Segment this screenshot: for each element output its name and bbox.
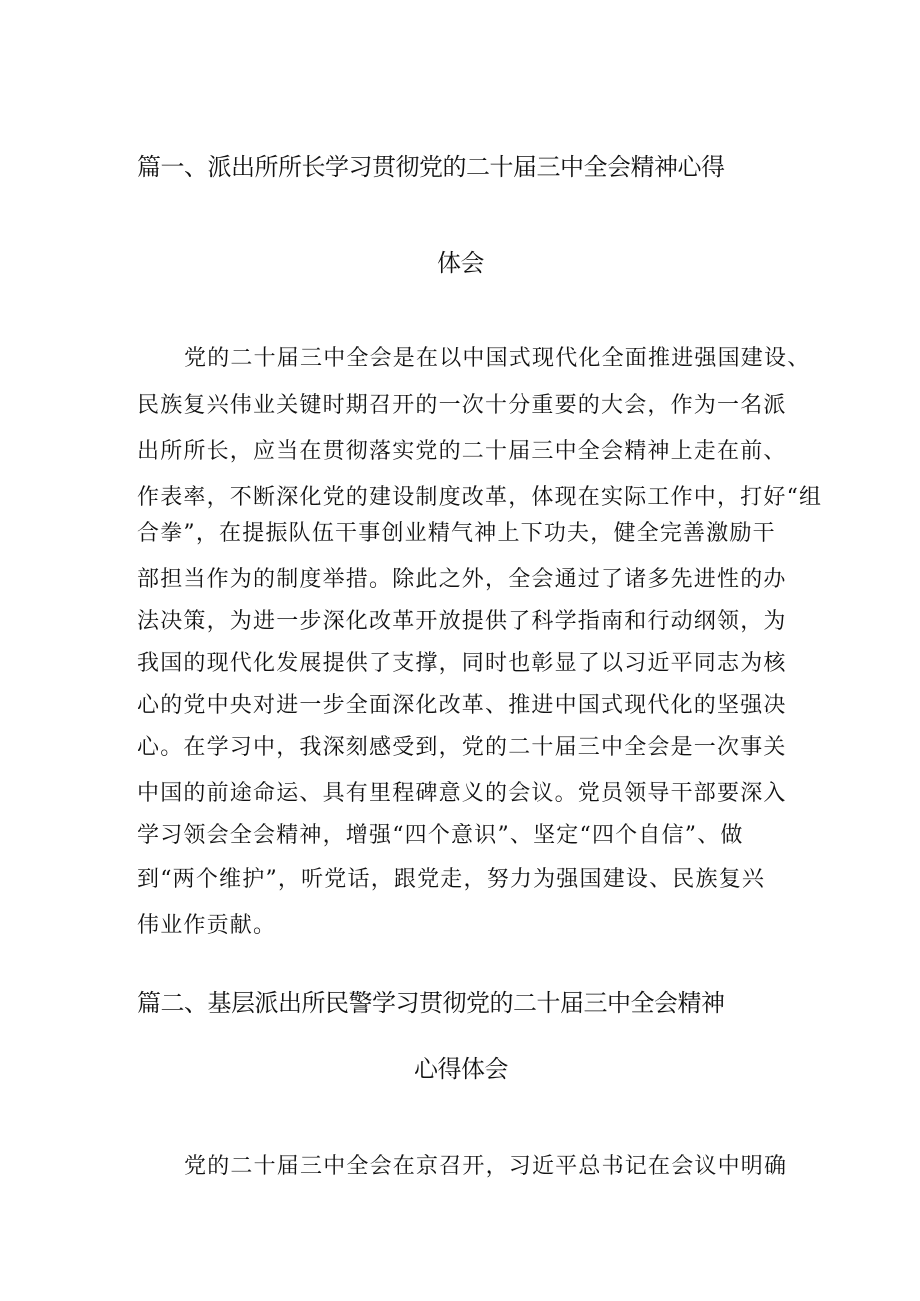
section1-paragraph-line: 我国的现代化发展提供了支撑，同时也彰显了以习近平同志为核 [137,651,787,676]
section1-paragraph-line: 出所所长，应当在贯彻落实党的二十届三中全会精神上走在前、 [137,439,787,464]
section1-paragraph-line: 党的二十届三中全会是在以中国式现代化全面推进强国建设、 [184,346,811,371]
section2-paragraph-line: 党的二十届三中全会在京召开，习近平总书记在会议中明确 [184,1154,788,1179]
section1-paragraph-line: 部担当作为的制度举措。除此之外，全会通过了诸多先进性的办 [137,567,787,592]
section1-paragraph-line: 民族复兴伟业关键时期召开的一次十分重要的大会，作为一名派 [137,393,787,418]
section2-title-line2: 心得体会 [414,1055,508,1083]
section1-paragraph-line: 学习领会全会精神，增强“四个意识”、坚定“四个自信”、做 [137,823,744,848]
section1-paragraph-line: 伟业作贡献。 [137,913,277,938]
section1-paragraph-line: 心的党中央对进一步全面深化改革、推进中国式现代化的坚强决 [137,693,787,718]
section1-title-line1: 篇一、派出所所长学习贯彻党的二十届三中全会精神心得 [137,153,725,181]
section1-title-line2: 体会 [437,249,484,277]
section1-paragraph-line: 到“两个维护”，听党话，跟党走，努力为强国建设、民族复兴 [137,867,766,892]
section1-paragraph-line: 心。在学习中，我深刻感受到，党的二十届三中全会是一次事关 [137,735,787,760]
section1-paragraph-line: 合拳”，在提振队伍干事创业精气神上下功夫，健全完善激励干 [137,521,776,546]
section2-title-line1: 篇二、基层派出所民警学习贯彻党的二十届三中全会精神 [137,989,725,1017]
section1-paragraph-line: 作表率，不断深化党的建设制度改革，体现在实际工作中，打好“组 [137,485,823,510]
section1-paragraph-line: 中国的前途命运、具有里程碑意义的会议。党员领导干部要深入 [137,781,787,806]
section1-paragraph-line: 法决策，为进一步深化改革开放提供了科学指南和行动纲领，为 [137,609,787,634]
